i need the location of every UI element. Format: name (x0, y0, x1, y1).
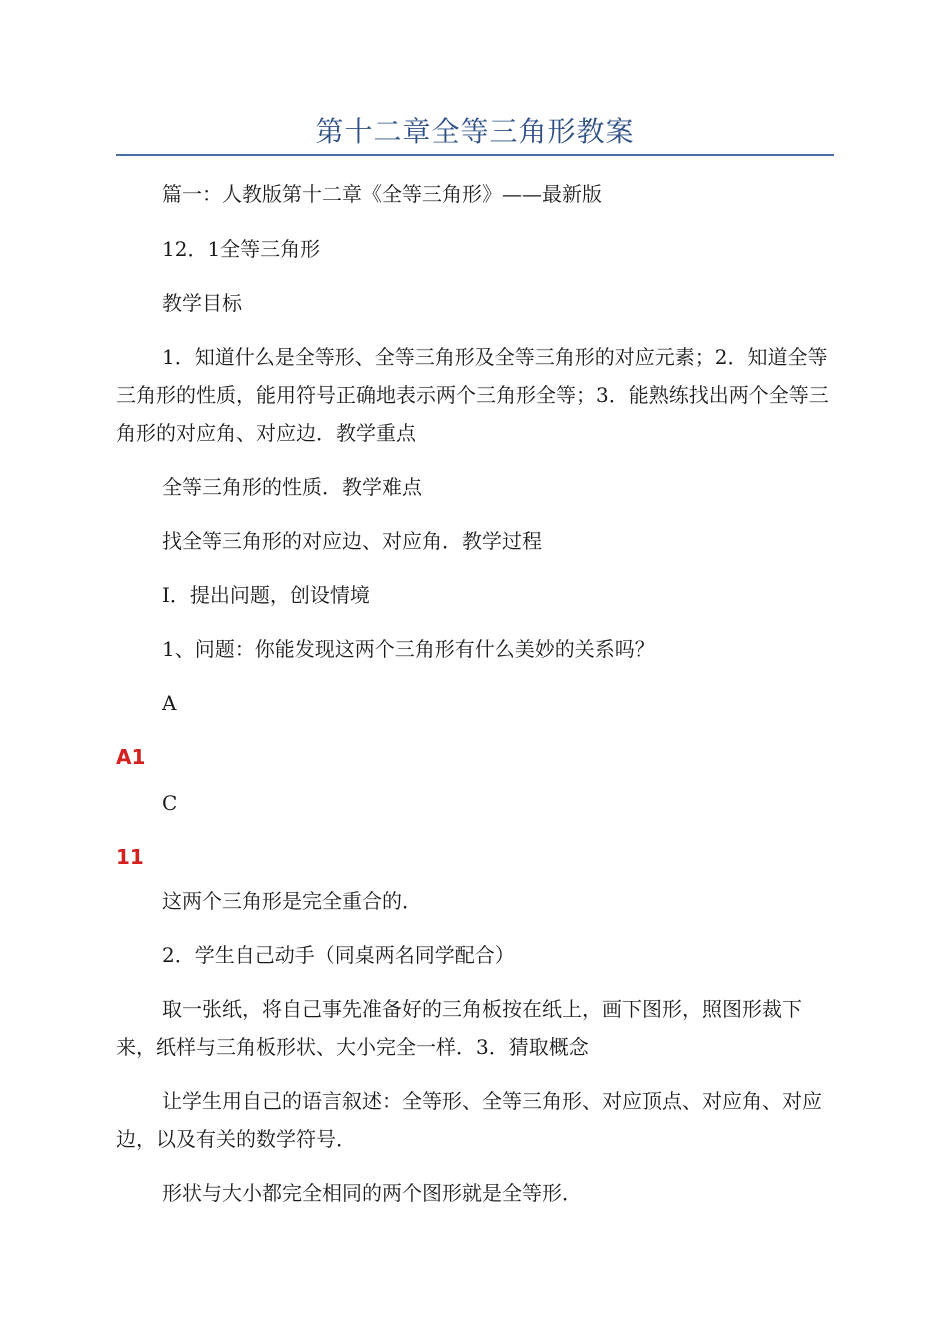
paragraph-12: 2．学生自己动手（同桌两名同学配合） (162, 943, 515, 967)
page-title: 第十二章全等三角形教案 (315, 115, 635, 148)
paragraph-7: Ⅰ．提出问题，创设情境 (162, 583, 370, 607)
title-underline (116, 154, 834, 156)
paragraph-8: 1、问题：你能发现这两个三角形有什么美妙的关系吗？ (162, 637, 655, 661)
paragraph-11: 这两个三角形是完全重合的． (162, 889, 422, 913)
paragraph-3: 教学目标 (162, 291, 242, 315)
paragraph-15: 形状与大小都完全相同的两个图形就是全等形． (162, 1181, 582, 1205)
label-11: 11 (116, 845, 144, 869)
paragraph-9: A (162, 691, 177, 715)
paragraph-5: 全等三角形的性质．教学难点 (162, 475, 422, 499)
label-a1: A1 (116, 745, 146, 769)
paragraph-14: 让学生用自己的语言叙述：全等形、全等三角形、对应顶点、对应角、对应边，以及有关的数学符号． (116, 1089, 822, 1151)
paragraph-1: 篇一：人教版第十二章《全等三角形》——最新版 (162, 182, 602, 206)
paragraph-10: C (162, 791, 178, 815)
paragraph-4: 1．知道什么是全等形、全等三角形及全等三角形的对应元素；2．知道全等三角形的性质，能用符号正确地表示两个三角形全等；3．能熟练找出两个全等三角形的对应角、对应边．教学重点 (116, 345, 829, 445)
paragraph-13: 取一张纸，将自己事先准备好的三角板按在纸上，画下图形，照图形裁下来，纸样与三角板形状、大小完全一样．3．猜取概念 (116, 997, 802, 1059)
paragraph-6: 找全等三角形的对应边、对应角．教学过程 (162, 529, 542, 553)
paragraph-2: 12．1全等三角形 (162, 237, 321, 261)
